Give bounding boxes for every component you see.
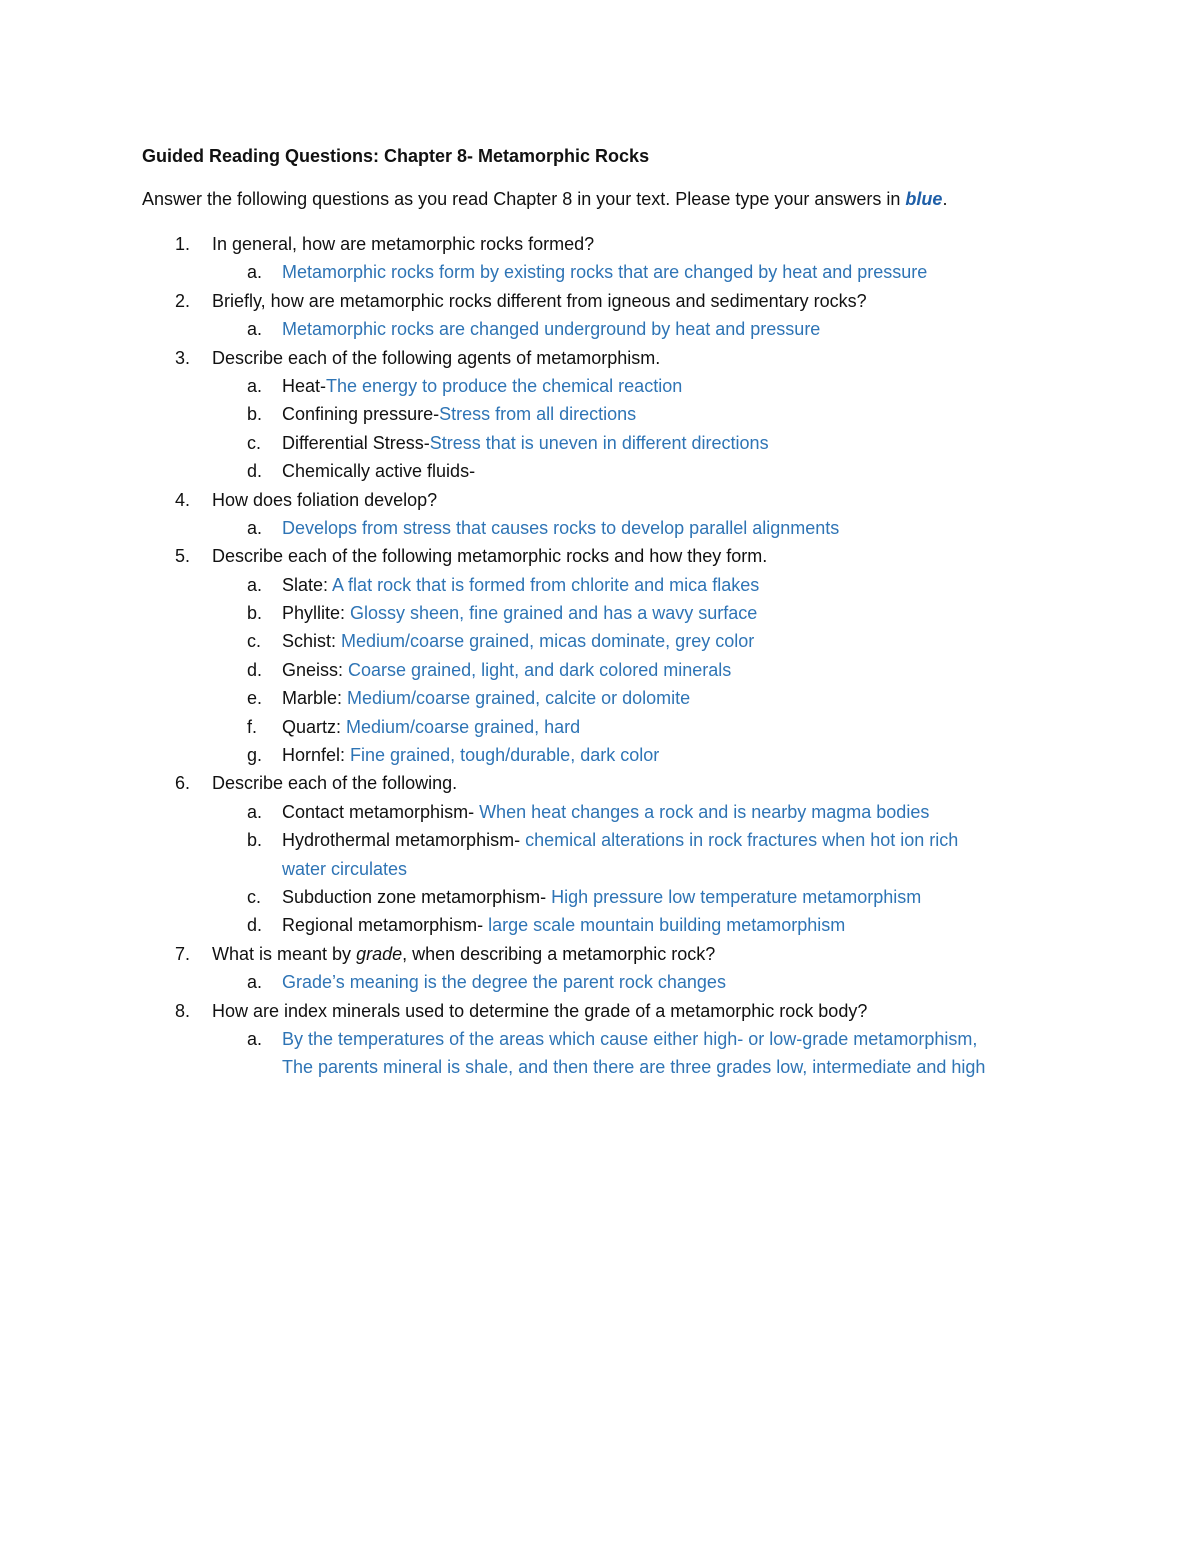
item-content	[282, 571, 759, 599]
question-7	[0, 940, 1200, 968]
item-letter: c.	[247, 886, 262, 907]
question-number: 7.	[175, 943, 191, 964]
question-5-item-f	[0, 713, 1200, 741]
item-label: Gneiss:	[282, 659, 349, 680]
item-letter: a.	[247, 801, 263, 822]
instructions-end: .	[942, 189, 948, 209]
item-content	[282, 315, 820, 343]
item-letter: c.	[247, 631, 262, 652]
item-letter: a.	[247, 574, 263, 595]
answer-text: Metamorphic rocks are changed underground by heat and pressure	[282, 319, 821, 340]
answer-text: A flat rock that is formed from chlorite and mica flakes	[332, 574, 760, 595]
question-3-item-c	[0, 429, 1200, 457]
item-letter: d.	[247, 659, 263, 680]
instructions-text: Answer the following questions as you read Chapter 8 in your text. Please type your answers in	[142, 189, 906, 209]
item-label: Regional metamorphism-	[282, 915, 489, 936]
question-6	[0, 769, 1200, 797]
question-3-item-d	[0, 457, 1200, 485]
question-text: Describe each of the following agents of metamorphism.	[212, 347, 661, 368]
item-letter: d.	[247, 461, 263, 482]
item-content	[282, 400, 636, 428]
item-label: Hydrothermal metamorphism-	[282, 830, 526, 851]
item-content	[282, 713, 580, 741]
question-text-emphasis: grade	[356, 943, 403, 964]
item-label: Marble:	[282, 688, 348, 709]
answer-text: Coarse grained, light, and dark colored minerals	[348, 659, 732, 680]
question-8-item-a	[0, 1025, 1200, 1053]
item-content	[282, 627, 754, 655]
answer-text: Metamorphic rocks form by existing rocks that are changed by heat and pressure	[282, 262, 928, 283]
item-label: Slate:	[282, 574, 333, 595]
item-letter: a.	[247, 319, 263, 340]
question-6-item-b	[0, 826, 1200, 854]
question-number: 1.	[175, 234, 191, 254]
item-label: Differential Stress-	[282, 432, 430, 453]
answer-text: Medium/coarse grained, hard	[346, 716, 581, 737]
item-letter: a.	[247, 517, 263, 538]
question-5-item-g	[0, 741, 1200, 769]
item-letter: a.	[247, 972, 263, 993]
item-content	[282, 883, 921, 911]
question-number: 8.	[175, 1000, 191, 1021]
question-5-item-c	[0, 627, 1200, 655]
item-label: Phyllite:	[282, 603, 351, 624]
item-content	[282, 911, 845, 939]
answer-text: By the temperatures of the areas which cause either high- or low-grade metamorphism,	[282, 1028, 978, 1049]
item-letter: f.	[247, 716, 258, 737]
item-label: Contact metamorphism-	[282, 801, 480, 822]
item-content	[282, 599, 757, 627]
item-letter: b.	[247, 404, 263, 425]
item-label: Chemically active fluids-	[282, 461, 476, 482]
question-list	[0, 230, 1200, 1082]
item-content	[282, 457, 475, 485]
answer-text-continued: water circulates	[282, 858, 408, 879]
question-5-item-e	[0, 684, 1200, 712]
question-6-item-b-continued	[0, 855, 1200, 883]
question-3-item-a	[0, 372, 1200, 400]
item-content	[282, 372, 682, 400]
question-text-start: What is meant by	[212, 943, 357, 964]
question-5-item-b	[0, 599, 1200, 627]
question-number: 3.	[175, 347, 191, 368]
question-5-item-d	[0, 656, 1200, 684]
item-label: Heat-	[282, 375, 327, 396]
item-content	[282, 684, 690, 712]
question-4	[0, 486, 1200, 514]
question-text: How are index minerals used to determine the grade of a metamorphic rock body?	[212, 1000, 868, 1021]
answer-text: When heat changes a rock and is nearby magma bodies	[479, 801, 930, 822]
item-label: Quartz:	[282, 716, 347, 737]
instructions-blue-word: blue	[905, 189, 943, 209]
answer-text: Medium/coarse grained, calcite or dolomite	[347, 688, 691, 709]
question-6-item-a	[0, 798, 1200, 826]
answer-text: Medium/coarse grained, micas dominate, grey color	[341, 631, 755, 652]
item-letter: c.	[247, 432, 262, 453]
question-text: Briefly, how are metamorphic rocks different from igneous and sedimentary rocks?	[212, 290, 867, 311]
question-number: 4.	[175, 489, 191, 510]
question-text: In general, how are metamorphic rocks formed?	[212, 234, 595, 254]
question-7-item-a	[0, 968, 1200, 996]
question-1	[0, 230, 1200, 258]
question-3-item-b	[0, 400, 1200, 428]
item-letter: g.	[247, 745, 263, 766]
item-content	[282, 826, 958, 854]
answer-text: chemical alterations in rock fractures when hot ion rich	[525, 830, 959, 851]
question-text	[212, 940, 715, 968]
question-3	[0, 344, 1200, 372]
answer-text: Develops from stress that causes rocks to develop parallel alignments	[282, 517, 840, 538]
item-letter: a.	[247, 1028, 263, 1049]
question-number: 5.	[175, 546, 191, 567]
question-number: 2.	[175, 290, 191, 311]
question-2	[0, 287, 1200, 315]
question-text: Describe each of the following.	[212, 773, 458, 794]
question-6-item-d	[0, 911, 1200, 939]
answer-text-continued: The parents mineral is shale, and then there are three grades low, intermediate and high	[282, 1057, 986, 1078]
question-4-item-a	[0, 514, 1200, 542]
answer-text: The energy to produce the chemical reaction	[326, 375, 683, 396]
item-content	[282, 514, 839, 542]
answer-text: Fine grained, tough/durable, dark color	[350, 745, 660, 766]
item-content	[282, 798, 929, 826]
question-number: 6.	[175, 773, 191, 794]
answer-text: large scale mountain building metamorphism	[488, 915, 846, 936]
document-title: Guided Reading Questions: Chapter 8- Metamorphic Rocks	[142, 146, 650, 166]
item-label: Hornfel:	[282, 745, 351, 766]
item-content	[282, 656, 731, 684]
answer-text: Stress from all directions	[439, 404, 637, 425]
item-content	[282, 968, 726, 996]
item-letter: d.	[247, 915, 263, 936]
answer-text: Stress that is uneven in different directions	[429, 432, 769, 453]
question-text: How does foliation develop?	[212, 489, 438, 510]
item-letter: a.	[247, 375, 263, 396]
question-1-item-a	[0, 258, 1200, 286]
item-letter: e.	[247, 688, 263, 709]
question-6-item-c	[0, 883, 1200, 911]
answer-text: Glossy sheen, fine grained and has a wavy surface	[350, 603, 758, 624]
answer-text: Grade’s meaning is the degree the parent rock changes	[282, 972, 726, 993]
question-5	[0, 542, 1200, 570]
item-label: Schist:	[282, 631, 342, 652]
question-8-item-a-continued	[0, 1053, 1200, 1081]
question-2-item-a	[0, 315, 1200, 343]
question-8	[0, 997, 1200, 1025]
item-content	[282, 741, 659, 769]
item-label: Subduction zone metamorphism-	[282, 886, 552, 907]
item-content	[282, 429, 769, 457]
question-text: Describe each of the following metamorphic rocks and how they form.	[212, 546, 768, 567]
question-5-item-a	[0, 571, 1200, 599]
instructions	[142, 189, 947, 210]
item-letter: a.	[247, 262, 263, 283]
item-content	[282, 1025, 977, 1053]
question-text-end: , when describing a metamorphic rock?	[402, 943, 716, 964]
answer-text: High pressure low temperature metamorphism	[551, 886, 922, 907]
item-label: Confining pressure-	[282, 404, 440, 425]
item-letter: b.	[247, 830, 263, 851]
item-content	[282, 258, 927, 286]
item-letter: b.	[247, 603, 263, 624]
